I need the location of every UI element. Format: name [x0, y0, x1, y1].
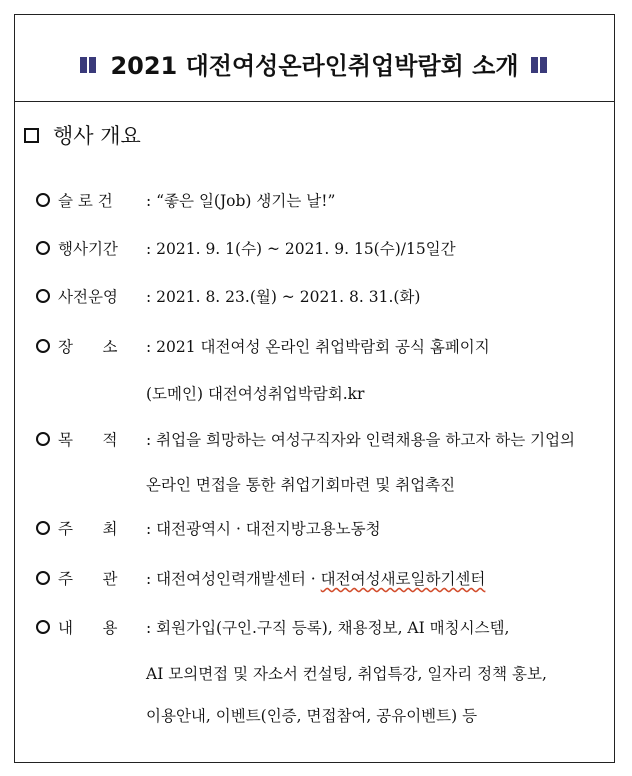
item-place-continuation: (도메인) 대전여성취업박람회.kr — [146, 385, 365, 403]
item-label: 내 용 — [58, 619, 118, 637]
item-label: 사전운영 — [58, 288, 118, 306]
item-value: : 2021 대전여성 온라인 취업박람회 공식 홈페이지 — [146, 338, 490, 356]
title-divider — [14, 101, 615, 102]
circle-bullet-icon — [36, 432, 50, 446]
circle-bullet-icon — [36, 571, 50, 585]
item-label: 행사기간 — [58, 240, 118, 258]
item-content — [36, 615, 510, 641]
item-purpose-continuation: 온라인 면접을 통한 취업기회마련 및 취업촉진 — [146, 476, 456, 494]
circle-bullet-icon — [36, 339, 50, 353]
title-marker-right-icon — [531, 43, 549, 87]
item-value: : 대전광역시 · 대전지방고용노동청 — [146, 520, 381, 538]
page-title: 2021 대전여성온라인취업박람회 소개 — [110, 52, 519, 80]
item-label: 주 최 — [58, 520, 118, 538]
circle-bullet-icon — [36, 241, 50, 255]
organizer-primary: : 대전여성인력개발센터 · — [146, 570, 321, 588]
item-slogan — [36, 188, 336, 214]
item-value: : “좋은 일(Job) 생기는 날!” — [146, 192, 336, 210]
square-bullet-icon — [24, 128, 39, 143]
item-value: : 2021. 9. 1(수) ~ 2021. 9. 15(수)/15일간 — [146, 240, 456, 258]
circle-bullet-icon — [36, 193, 50, 207]
item-organizer — [36, 566, 486, 592]
item-host — [36, 516, 381, 542]
item-label: 장 소 — [58, 338, 118, 356]
item-content-continuation-2: 이용안내, 이벤트(인증, 면접참여, 공유이벤트) 등 — [146, 707, 478, 725]
item-label: 목 적 — [58, 431, 118, 449]
item-content-continuation-1: AI 모의면접 및 자소서 컨설팅, 취업특강, 일자리 정책 홍보, — [146, 665, 547, 683]
item-value: : 취업을 희망하는 여성구직자와 인력채용을 하고자 하는 기업의 — [146, 431, 576, 449]
item-label: 슬 로 건 — [58, 192, 113, 210]
item-value: : 회원가입(구인.구직 등록), 채용정보, AI 매칭시스템, — [146, 619, 510, 637]
item-label: 주 관 — [58, 570, 118, 588]
organizer-secondary: 대전여성새로일하기센터 — [320, 570, 486, 588]
circle-bullet-icon — [36, 620, 50, 634]
item-pre-operation — [36, 284, 421, 310]
item-value: : 2021. 8. 23.(월) ~ 2021. 8. 31.(화) — [146, 288, 421, 306]
item-purpose — [36, 427, 576, 453]
section-title: 행사 개요 — [53, 124, 141, 148]
page-title-row — [14, 44, 615, 89]
section-heading — [24, 116, 141, 156]
title-marker-left-icon — [80, 43, 98, 87]
circle-bullet-icon — [36, 289, 50, 303]
item-value — [146, 566, 485, 592]
item-period — [36, 236, 456, 262]
item-place — [36, 334, 490, 360]
circle-bullet-icon — [36, 521, 50, 535]
